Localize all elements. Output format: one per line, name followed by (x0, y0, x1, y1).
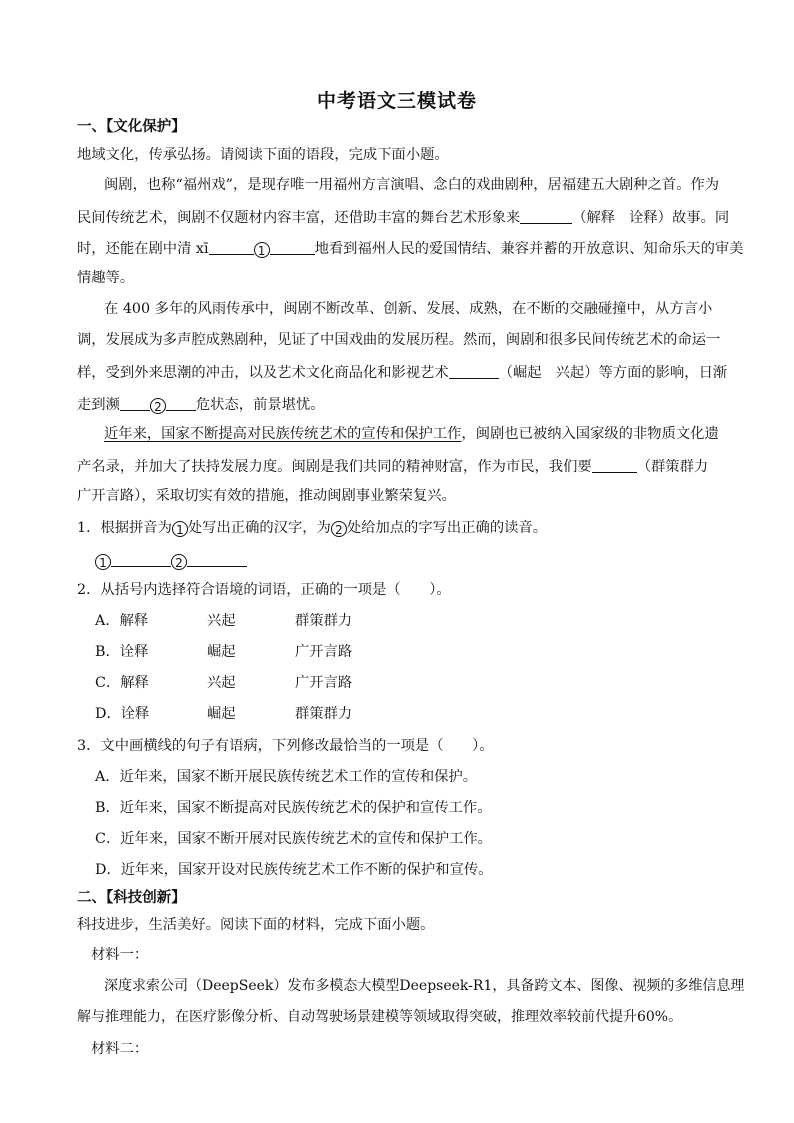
section-intro: 科技进步，生活美好。阅读下面的材料，完成下面小题。 (77, 917, 435, 933)
circled-number-icon: 1 (254, 242, 270, 258)
passage-line: 深度求索公司（DeepSeek）发布多模态大模型Deepseek-R1，具备跨文本、图像、视频的多维信息理 (104, 978, 745, 994)
question-2-option[interactable]: D．诠释 崛起 群策群力 (95, 706, 353, 722)
question-1: 1．根据拼音为 1 处写出正确的汉字，为 2 处给加点的字写出正确的读音。 (77, 520, 548, 537)
question-3-option[interactable]: C．近年来，国家不断开展对民族传统艺术的宣传和保护工作。 (95, 831, 492, 847)
page-title: 中考语文三模试卷 (316, 90, 477, 112)
circled-number-icon: 2 (171, 554, 187, 570)
passage-line: 在 400 多年的风雨传承中，闽剧不断改革、创新、发展、成熟，在不断的交融碰撞中，从方言小 (104, 301, 713, 317)
question-3-option[interactable]: D．近年来，国家开设对民族传统艺术工作不断的保护和宣传。 (95, 862, 493, 878)
circled-number-icon: 2 (150, 398, 166, 414)
question-1-answer-line (95, 552, 247, 570)
question-2-stem: 2．从括号内选择符合语境的词语，正确的一项是（ ）。 (77, 582, 451, 598)
material-label: 材料二： (91, 1041, 149, 1057)
answer-blank[interactable] (520, 209, 572, 224)
circled-number-icon: 2 (331, 521, 347, 537)
question-3-stem: 3．文中画横线的句子有语病，下列修改最恰当的一项是（ ）。 (77, 738, 494, 754)
passage-line: 近年来，国家不断提高对民族传统艺术的宣传和保护工作，闽剧也已被纳入国家级的非物质文化遗 (104, 426, 719, 442)
question-2-option[interactable]: C．解释 兴起 广开言路 (95, 675, 353, 691)
circled-number-icon: 1 (172, 521, 188, 537)
passage-line: 情趣等。 (77, 270, 135, 286)
underlined-sentence: 近年来，国家不断提高对民族传统艺术的宣传和保护工作 (104, 426, 462, 442)
passage-line: 走到濒 2 危状态，前景堪忧。 (77, 397, 325, 414)
passage-line: 解与推理能力，在医疗影像分析、自动驾驶场景建模等领域取得突破，推理效率较前代提升60%。 (77, 1009, 683, 1025)
material-label: 材料一： (91, 947, 149, 963)
answer-blank[interactable] (592, 458, 637, 473)
section-intro: 地域文化，传承弘扬。请阅读下面的语段，完成下面小题。 (77, 147, 449, 163)
answer-blank[interactable] (270, 240, 315, 255)
answer-blank[interactable] (120, 396, 150, 411)
passage-line: 民间传统艺术，闽剧不仅题材内容丰富，还借助丰富的舞台艺术形象来 （解释 诠释）故事。同 (77, 210, 730, 226)
passage-line: 闽剧，也称“福州戏”，是现存唯一用福州方言演唱、念白的戏曲剧种，居福建五大剧种之首。作为 (104, 177, 720, 193)
passage-line: 调，发展成为多声腔成熟剧种，见证了中国戏曲的发展历程。然而，闽剧和很多民间传统艺术的命运一 (77, 332, 721, 348)
passage-line: 产名录，并加大了扶持发展力度。闽剧是我们共同的精神财富，作为市民，我们要 （群策群力 (77, 459, 709, 475)
answer-blank[interactable] (449, 364, 499, 379)
passage-line: 样，受到外来思潮的冲击，以及艺术文化商品化和影视艺术 （崛起 兴起）等方面的影响，日渐 (77, 365, 728, 381)
question-3-option[interactable]: B．近年来，国家不断提高对民族传统艺术的保护和宣传工作。 (95, 800, 492, 816)
question-2-option[interactable]: A．解释 兴起 群策群力 (95, 613, 353, 629)
answer-blank[interactable] (166, 396, 196, 411)
question-2-option[interactable]: B．诠释 崛起 广开言路 (95, 644, 353, 660)
circled-number-icon: 1 (95, 554, 111, 570)
passage-line: 广开言路），采取切实有效的措施，推动闽剧事业繁荣复兴。 (77, 488, 456, 504)
passage-line: 时，还能在剧中清 xī 1 地看到福州人民的爱国情结、兼容并蓄的开放意识、知命乐天的审美 (77, 241, 744, 258)
answer-blank[interactable] (111, 552, 171, 567)
section-heading: 二、【科技创新】 (77, 890, 186, 906)
section-heading: 一、【文化保护】 (77, 119, 186, 135)
answer-blank[interactable] (187, 552, 247, 567)
question-3-option[interactable]: A．近年来，国家不断开展民族传统艺术工作的宣传和保护。 (95, 769, 478, 785)
answer-blank[interactable] (209, 240, 254, 255)
